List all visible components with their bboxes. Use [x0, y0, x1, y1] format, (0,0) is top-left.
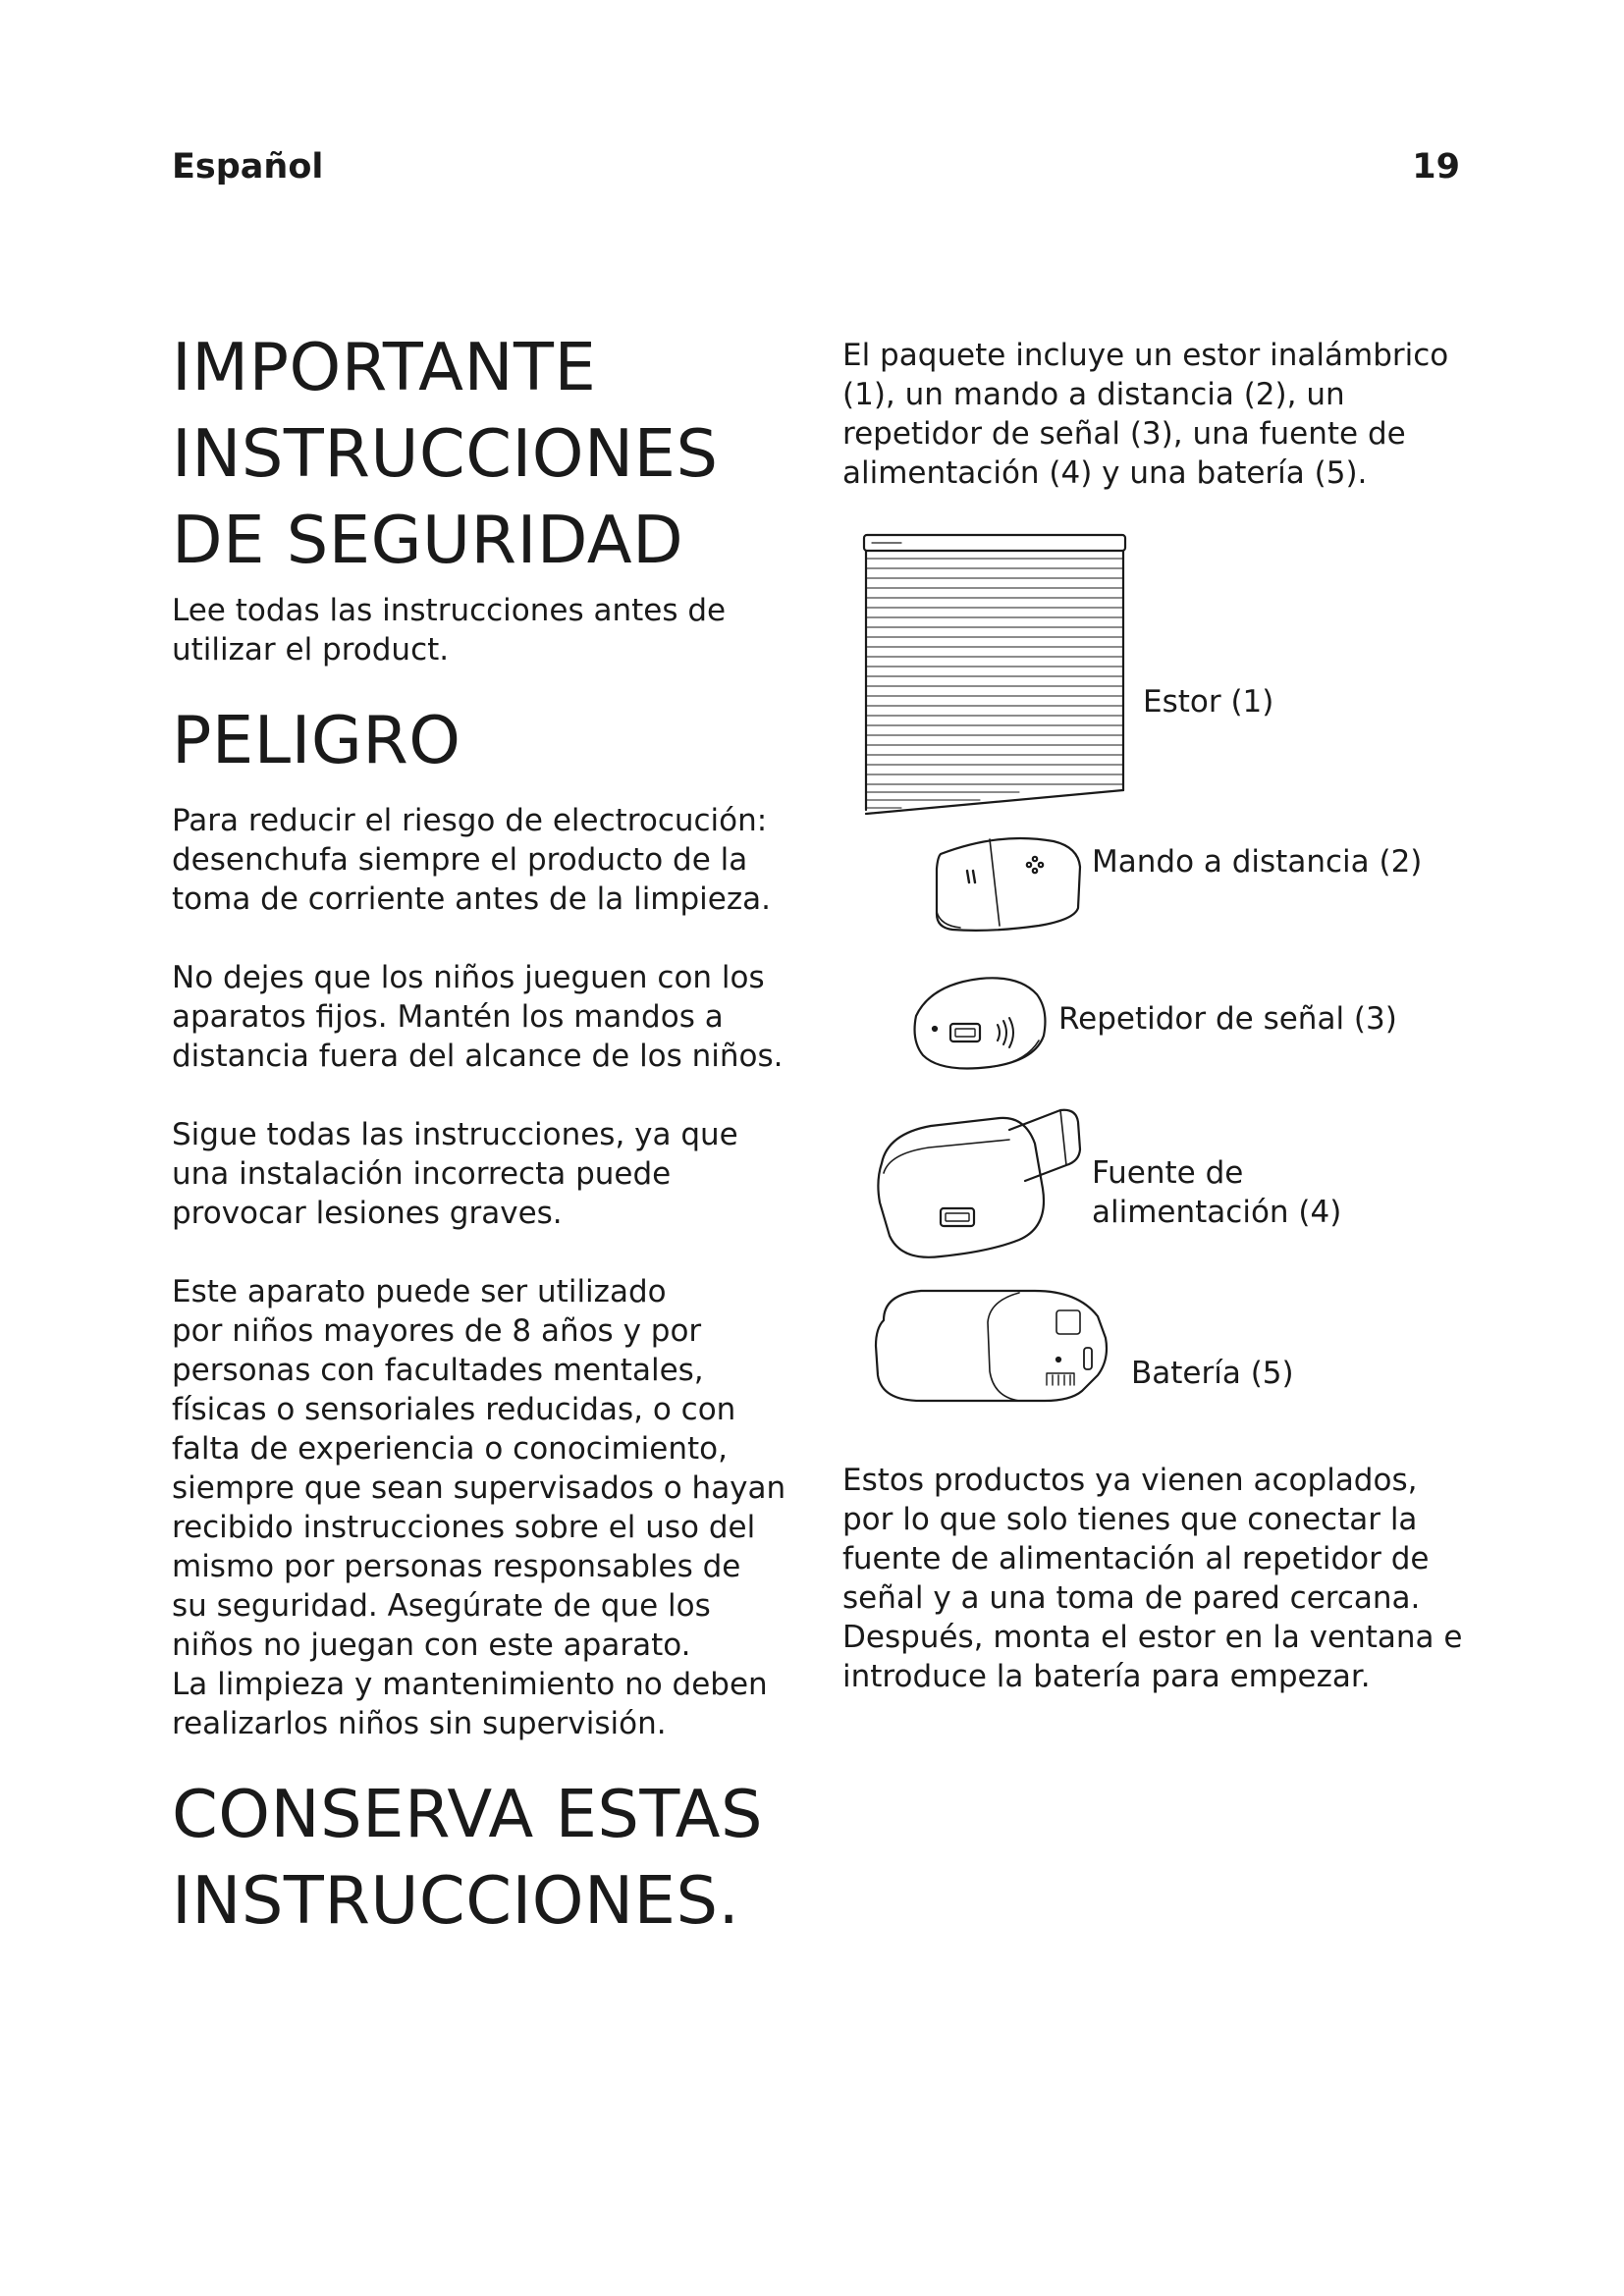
text-line: realizarlos niños sin supervisión.: [172, 1706, 667, 1741]
pleated-blind-icon: [864, 535, 1125, 814]
text-line: utilizar el product.: [172, 632, 450, 667]
text-line: físicas o sensoriales reducidas, o con: [172, 1392, 736, 1427]
text-line: recibido instrucciones sobre el uso del: [172, 1510, 756, 1545]
power-supply-icon: [878, 1110, 1080, 1257]
text-line: Este aparato puede ser utilizado: [172, 1274, 667, 1309]
text-line: introduce la batería para empezar.: [842, 1659, 1371, 1694]
remote-control-icon: [937, 838, 1080, 931]
page-number: 19: [1412, 147, 1460, 187]
product-figures: [842, 525, 1481, 1428]
battery-icon: [876, 1291, 1107, 1401]
text-line: fuente de alimentación al repetidor de: [842, 1541, 1430, 1576]
electrocution-paragraph: [172, 801, 800, 919]
text-line: siempre que sean supervisados o hayan: [172, 1470, 786, 1506]
text-line: mismo por personas responsables de: [172, 1549, 741, 1584]
text-line: falta de experiencia o conocimiento,: [172, 1431, 728, 1467]
text-line: Estos productos ya vienen acoplados,: [842, 1463, 1418, 1498]
safety-title-line: DE SEGURIDAD: [172, 502, 684, 578]
heading-line: CONSERVA ESTAS: [172, 1776, 764, 1852]
text-line: niños no juegan con este aparato.: [172, 1628, 691, 1663]
package-contents-paragraph: [842, 336, 1471, 493]
power-supply-label-line: alimentación (4): [1092, 1195, 1342, 1230]
text-line: por niños mayores de 8 años y por: [172, 1313, 702, 1349]
text-line: alimentación (4) y una batería (5).: [842, 455, 1368, 491]
text-line: distancia fuera del alcance de los niños.: [172, 1039, 784, 1074]
danger-heading: PELIGRO: [172, 702, 461, 778]
signal-repeater-icon: [915, 978, 1046, 1068]
text-line: su seguridad. Asegúrate de que los: [172, 1588, 711, 1624]
text-line: No dejes que los niños jueguen con los: [172, 960, 765, 995]
safety-title: [172, 324, 800, 583]
text-line: (1), un mando a distancia (2), un: [842, 377, 1345, 412]
text-line: desenchufa siempre el producto de la: [172, 842, 748, 878]
text-line: personas con facultades mentales,: [172, 1353, 704, 1388]
children-paragraph: [172, 958, 800, 1076]
remote-label: Mando a distancia (2): [1092, 844, 1423, 880]
text-line: El paquete incluye un estor inalámbrico: [842, 338, 1449, 373]
setup-paragraph: [842, 1461, 1471, 1696]
intro-paragraph: [172, 591, 800, 669]
text-line: por lo que solo tienes que conectar la: [842, 1502, 1418, 1537]
blind-label: Estor (1): [1143, 684, 1274, 720]
text-line: aparatos fijos. Mantén los mandos a: [172, 999, 724, 1035]
repeater-label: Repetidor de señal (3): [1058, 1001, 1397, 1037]
text-line: toma de corriente antes de la limpieza.: [172, 881, 771, 917]
text-line: Después, monta el estor en la ventana e: [842, 1620, 1463, 1655]
text-line: Lee todas las instrucciones antes de: [172, 593, 727, 628]
text-line: repetidor de señal (3), una fuente de: [842, 416, 1406, 452]
supervision-paragraph: [172, 1272, 800, 1743]
text-line: señal y a una toma de pared cercana.: [842, 1580, 1421, 1616]
power-supply-label-line: Fuente de: [1092, 1155, 1244, 1191]
text-line: provocar lesiones graves.: [172, 1196, 563, 1231]
safety-title-line: IMPORTANTE: [172, 329, 597, 405]
header-language: Español: [172, 147, 324, 187]
installation-paragraph: [172, 1115, 800, 1233]
text-line: Para reducir el riesgo de electrocución:: [172, 803, 768, 838]
text-line: Sigue todas las instrucciones, ya que: [172, 1117, 738, 1152]
product-illustrations: [842, 525, 1481, 1428]
right-column: [842, 336, 1471, 493]
text-line: una instalación incorrecta puede: [172, 1156, 672, 1192]
battery-label: Batería (5): [1131, 1356, 1294, 1391]
keep-instructions-heading: [172, 1771, 800, 1944]
text-line: La limpieza y mantenimiento no deben: [172, 1667, 768, 1702]
page-header: [172, 147, 1460, 196]
left-column: [172, 324, 800, 1944]
safety-title-line: INSTRUCCIONES: [172, 415, 719, 492]
heading-line: INSTRUCCIONES.: [172, 1862, 740, 1939]
